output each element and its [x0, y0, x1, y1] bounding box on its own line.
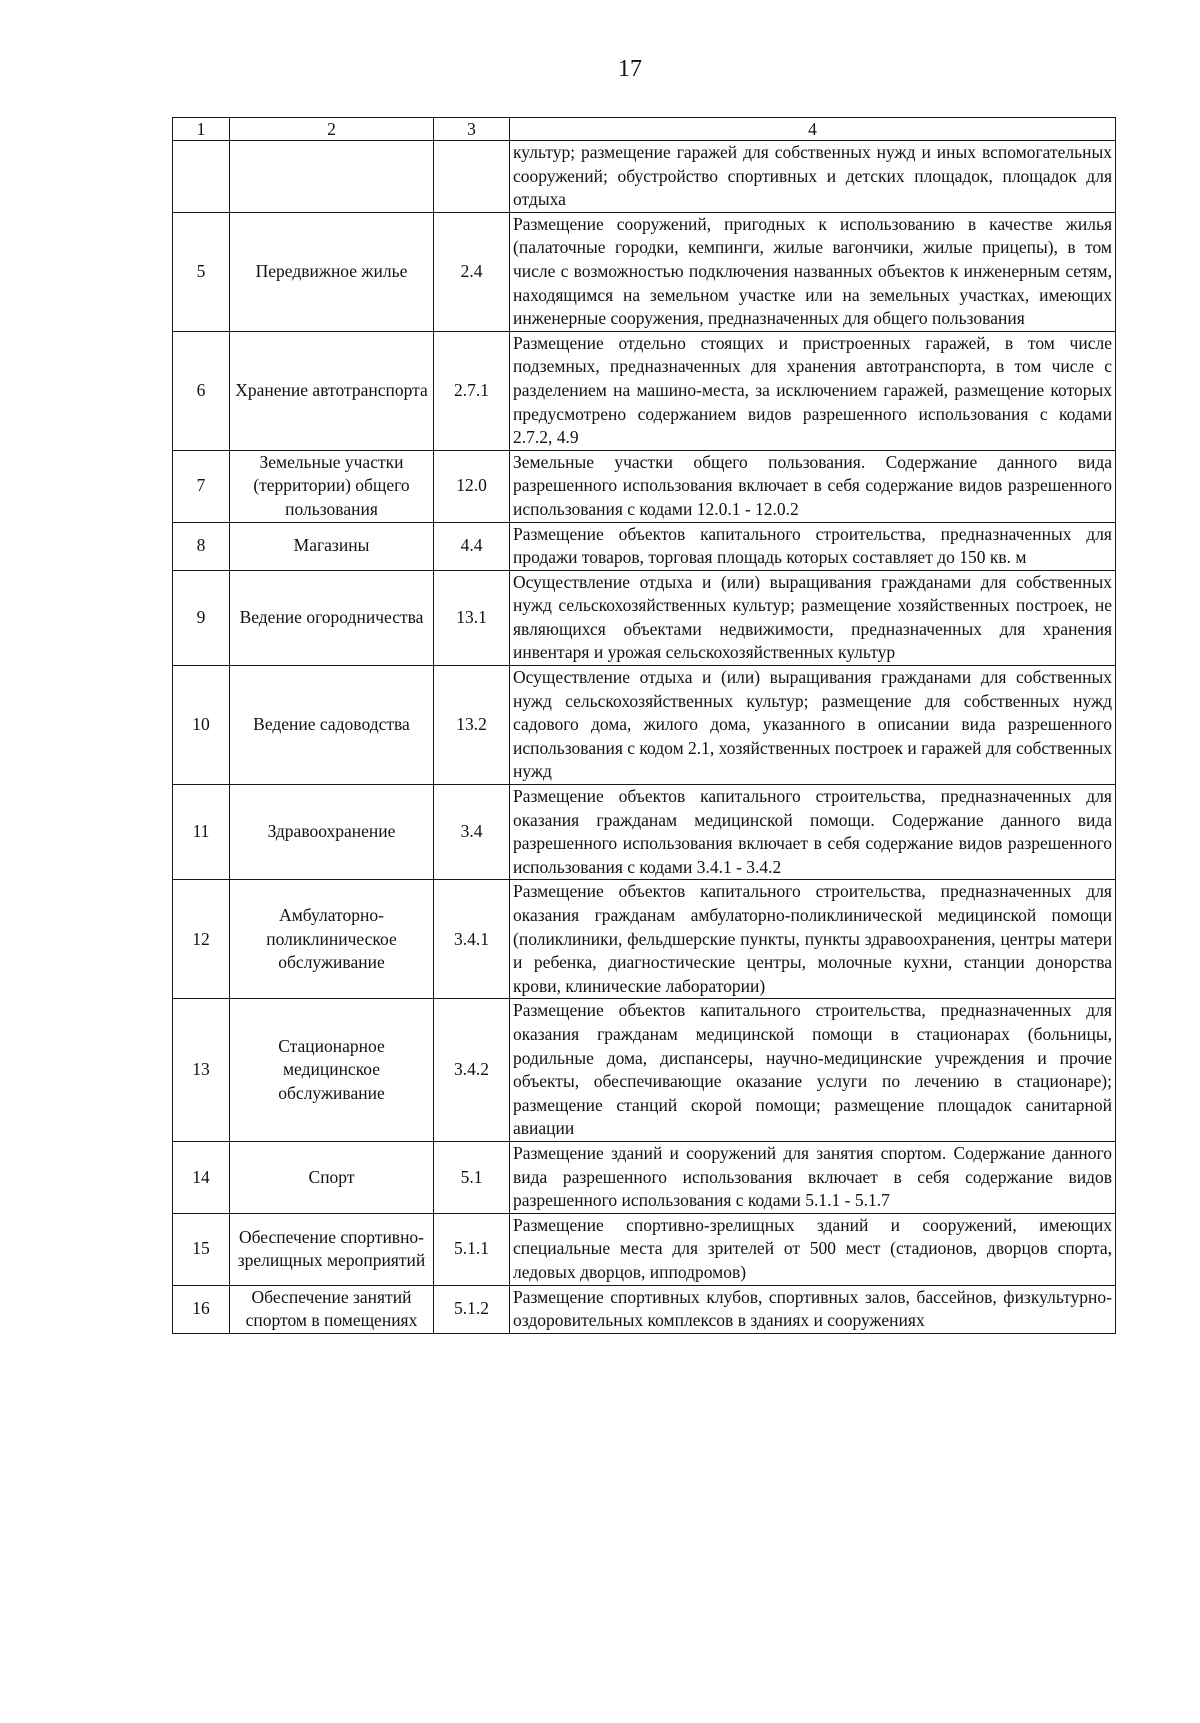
row-number: 8 [173, 522, 230, 570]
table-row [173, 1213, 1116, 1285]
land-use-code: 12.0 [434, 450, 510, 522]
land-use-name: Здравоохранение [230, 785, 434, 880]
land-use-name: Магазины [230, 522, 434, 570]
land-use-code: 3.4.1 [434, 880, 510, 999]
land-use-name: Стационарное медицинское обслуживание [230, 999, 434, 1142]
row-number: 16 [173, 1285, 230, 1333]
land-use-name: Ведение огородничества [230, 570, 434, 665]
row-number: 10 [173, 666, 230, 785]
row-number: 15 [173, 1213, 230, 1285]
row-number: 14 [173, 1141, 230, 1213]
land-use-code: 13.2 [434, 666, 510, 785]
row-number: 13 [173, 999, 230, 1142]
land-use-name: Обеспечение занятий спортом в помещениях [230, 1285, 434, 1333]
table-row [173, 1285, 1116, 1333]
land-use-description: Размещение спортивных клубов, спортивных залов, бассейнов, физкультурно-оздоровительных комплексов в зданиях и сооружениях [510, 1285, 1116, 1333]
land-use-name: Хранение автотранспорта [230, 331, 434, 450]
land-use-description: Размещение объектов капитального строительства, предназначенных для продажи товаров, торговая площадь которых составляет до 150 кв. м [510, 522, 1116, 570]
row-number: 9 [173, 570, 230, 665]
land-use-description: Размещение сооружений, пригодных к использованию в качестве жилья (палаточные городки, кемпинги, жилые вагончики, жилые прицепы), в том числе с возможностью подключения названных объектов к инженерным сетям, находящимся на земельном участке или на земельных участках, имеющих инженерные сооружения, предназначенных для общего пользования [510, 212, 1116, 331]
row-number: 11 [173, 785, 230, 880]
land-use-code: 2.4 [434, 212, 510, 331]
land-use-description: Осуществление отдыха и (или) выращивания гражданами для собственных нужд сельскохозяйственных культур; размещение хозяйственных построек, не являющихся объектами недвижимости, предназначенных для хранения инвентаря и урожая сельскохозяйственных культур [510, 570, 1116, 665]
land-use-code: 13.1 [434, 570, 510, 665]
table-row [173, 999, 1116, 1142]
land-use-description: Земельные участки общего пользования. Содержание данного вида разрешенного использования включает в себя содержание видов разрешенного использования с кодами 12.0.1 - 12.0.2 [510, 450, 1116, 522]
header-cell-2: 2 [230, 118, 434, 141]
row-number: 6 [173, 331, 230, 450]
row-number: 12 [173, 880, 230, 999]
land-use-name: Ведение садоводства [230, 666, 434, 785]
table-row [173, 785, 1116, 880]
land-use-table [172, 117, 1116, 1334]
land-use-name: Амбулаторно-поликлиническое обслуживание [230, 880, 434, 999]
land-use-code: 3.4 [434, 785, 510, 880]
table-row [173, 450, 1116, 522]
land-use-description: Размещение спортивно-зрелищных зданий и сооружений, имеющих специальные места для зрителей от 500 мест (стадионов, дворцов спорта, ледовых дворцов, ипподромов) [510, 1213, 1116, 1285]
land-use-name [230, 141, 434, 213]
table-row [173, 331, 1116, 450]
land-use-code: 4.4 [434, 522, 510, 570]
header-cell-3: 3 [434, 118, 510, 141]
land-use-description: Размещение отдельно стоящих и пристроенных гаражей, в том числе подземных, предназначенных для хранения автотранспорта, в том числе с разделением на машино-места, за исключением гаражей, размещение которых предусмотрено содержанием видов разрешенного использования с кодами 2.7.2, 4.9 [510, 331, 1116, 450]
land-use-description: культур; размещение гаражей для собственных нужд и иных вспомогательных сооружений; обустройство спортивных и детских площадок, площадок для отдыха [510, 141, 1116, 213]
row-number: 5 [173, 212, 230, 331]
land-use-name: Передвижное жилье [230, 212, 434, 331]
land-use-code: 5.1.1 [434, 1213, 510, 1285]
land-use-code: 5.1.2 [434, 1285, 510, 1333]
land-use-code [434, 141, 510, 213]
land-use-name: Земельные участки (территории) общего пользования [230, 450, 434, 522]
land-use-code: 2.7.1 [434, 331, 510, 450]
land-use-description: Размещение объектов капитального строительства, предназначенных для оказания гражданам медицинской помощи в стационарах (больницы, родильные дома, диспансеры, научно-медицинские учреждения и прочие объекты, обеспечивающие оказание услуги по лечению в стационаре); размещение станций скорой помощи; размещение площадок санитарной авиации [510, 999, 1116, 1142]
header-cell-1: 1 [173, 118, 230, 141]
land-use-code: 3.4.2 [434, 999, 510, 1142]
table-row [173, 141, 1116, 213]
land-use-name: Спорт [230, 1141, 434, 1213]
header-cell-4: 4 [510, 118, 1116, 141]
table-row [173, 880, 1116, 999]
table-row [173, 522, 1116, 570]
land-use-name: Обеспечение спортивно-зрелищных мероприятий [230, 1213, 434, 1285]
table-row [173, 570, 1116, 665]
table-row [173, 212, 1116, 331]
row-number [173, 141, 230, 213]
land-use-description: Размещение объектов капитального строительства, предназначенных для оказания гражданам амбулаторно-поликлинической медицинской помощи (поликлиники, фельдшерские пункты, пункты здравоохранения, центры матери и ребенка, диагностические центры, молочные кухни, станции донорства крови, клинические лаборатории) [510, 880, 1116, 999]
table-row [173, 666, 1116, 785]
land-use-code: 5.1 [434, 1141, 510, 1213]
page-number: 17 [618, 56, 642, 82]
table-header-row [173, 118, 1116, 141]
land-use-description: Размещение объектов капитального строительства, предназначенных для оказания гражданам медицинской помощи. Содержание данного вида разрешенного использования включает в себя содержание видов разрешенного использования с кодами 3.4.1 - 3.4.2 [510, 785, 1116, 880]
land-use-description: Размещение зданий и сооружений для занятия спортом. Содержание данного вида разрешенного использования включает в себя содержание видов разрешенного использования с кодами 5.1.1 - 5.1.7 [510, 1141, 1116, 1213]
row-number: 7 [173, 450, 230, 522]
land-use-description: Осуществление отдыха и (или) выращивания гражданами для собственных нужд сельскохозяйственных культур; размещение для собственных нужд садового дома, жилого дома, указанного в описании вида разрешенного использования с кодом 2.1, хозяйственных построек и гаражей для собственных нужд [510, 666, 1116, 785]
table-row [173, 1141, 1116, 1213]
